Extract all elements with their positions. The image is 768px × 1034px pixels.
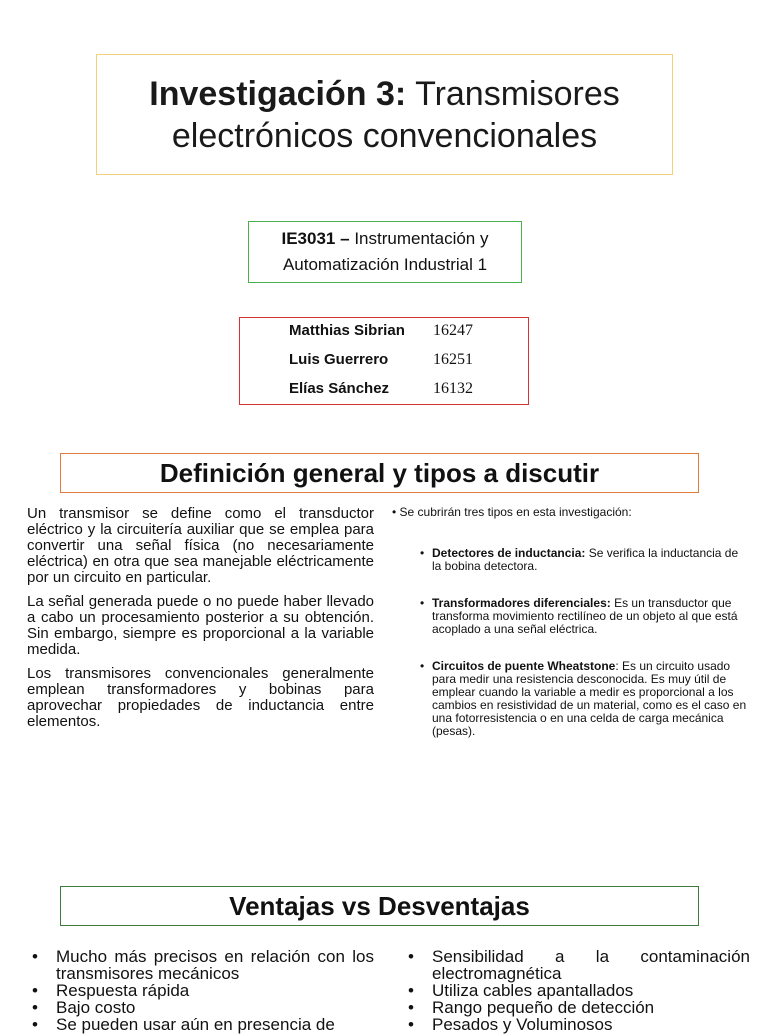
course-name: Instrumentación y Automatización Industrial 1 (282, 229, 489, 274)
author-name: Elías Sánchez (289, 380, 390, 397)
type-item (392, 660, 747, 738)
bullet-icon: • (392, 505, 397, 519)
pro-text: Bajo costo (56, 998, 136, 1017)
pro-text: Respuesta rápida (56, 981, 190, 1000)
author-row (240, 347, 528, 375)
con-text: Pesados y Voluminosos (432, 1015, 613, 1034)
types-list (392, 547, 747, 738)
page-title (97, 73, 672, 157)
course-separator: – (340, 229, 350, 248)
con-item (404, 982, 750, 999)
author-name: Luis Guerrero (289, 351, 389, 368)
type-name: Transformadores diferenciales: (432, 596, 611, 610)
type-item (392, 597, 747, 636)
bullet-icon: • (420, 546, 425, 560)
pros-list (28, 948, 374, 1033)
definition-paragraph: La señal generada puede o no puede haber llevado a cabo un procesamiento posterior a su obtención. Sin embargo, siempre es proporcional a la variable medida. (27, 593, 374, 658)
author-name: Matthias Sibrian (289, 322, 405, 339)
types-intro-text: Se cubrirán tres tipos en esta investigación: (399, 505, 632, 519)
title-box (96, 54, 673, 175)
definition-text (27, 506, 374, 738)
types-intro (392, 506, 747, 519)
con-item (404, 1016, 750, 1033)
type-item (392, 547, 747, 573)
bullet-icon: • (420, 659, 425, 673)
con-text: Rango pequeño de detección (432, 998, 655, 1017)
author-id: 16132 (433, 380, 473, 397)
course-box (248, 221, 522, 283)
con-text: Sensibilidad a la contaminación electromagnética (432, 947, 750, 983)
bullet-icon: • (32, 1015, 38, 1034)
bullet-icon: • (408, 981, 414, 1000)
author-id: 16251 (433, 351, 473, 368)
cons-list (404, 948, 750, 1033)
type-desc: Se verifica la inductancia de la bobina detectora. (432, 546, 739, 573)
bullet-icon: • (32, 981, 38, 1000)
authors-box (239, 317, 529, 405)
title-rest: Transmisores electrónicos convencionales (171, 74, 620, 155)
author-id: 16247 (433, 322, 473, 339)
course-label (249, 226, 521, 278)
pro-item (28, 999, 374, 1016)
section-header-definition: Definición general y tipos a discutir (60, 453, 699, 493)
bullet-icon: • (32, 998, 38, 1017)
pro-text: Mucho más precisos en relación con los transmisores mecánicos (56, 947, 374, 983)
definition-paragraph: Los transmisores convencionales generalmente emplean transformadores y bobinas para aprovechar propiedades de inductancia entre elementos. (27, 665, 374, 730)
author-row (240, 376, 528, 404)
title-bold: Investigación 3: (149, 74, 407, 113)
con-item (404, 999, 750, 1016)
bullet-icon: • (408, 1015, 414, 1034)
pro-text: Se pueden usar aún en presencia de (56, 1015, 335, 1034)
type-name: Detectores de inductancia: (432, 546, 586, 560)
types-column (392, 506, 747, 762)
con-text: Utiliza cables apantallados (432, 981, 634, 1000)
type-name: Circuitos de puente Wheatstone (432, 659, 616, 673)
bullet-icon: • (408, 947, 414, 966)
bullet-icon: • (420, 596, 425, 610)
definition-paragraph: Un transmisor se define como el transductor eléctrico y la circuitería auxiliar que se emplea para convertir una señal física (no necesariamente eléctrica) en otra que sea manejable eléctricamente por un circuito en particular. (27, 505, 374, 586)
bullet-icon: • (408, 998, 414, 1017)
pro-item (28, 1016, 374, 1033)
type-desc: Es un transductor que transforma movimiento rectilíneo de un objeto al que está acoplado a una señal eléctrica. (432, 596, 738, 636)
author-row (240, 318, 528, 346)
pro-item (28, 948, 374, 982)
section-header-pros-cons: Ventajas vs Desventajas (60, 886, 699, 926)
type-desc: : Es un circuito usado para medir una resistencia desconocida. Es muy útil de emplear cuando la variable a medir es proporcional a los cambios en resistividad de un material, como es el caso en una fotorresistencia o en una celda de carga mecánica (pesas). (432, 659, 747, 738)
con-item (404, 948, 750, 982)
bullet-icon: • (32, 947, 38, 966)
course-code: IE3031 (281, 229, 336, 248)
pro-item (28, 982, 374, 999)
